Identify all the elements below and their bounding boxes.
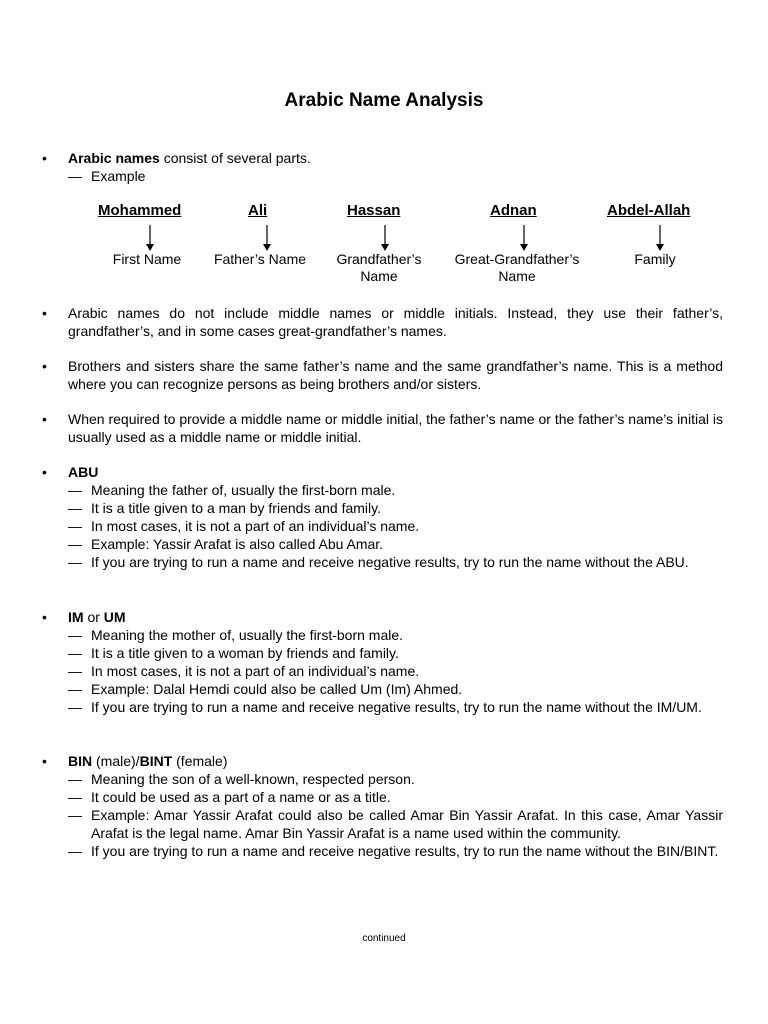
bullet-siblings xyxy=(42,357,723,393)
bin-item-text: It could be used as a part of a name or as a title. xyxy=(91,789,391,805)
bin-item-text: Example: Amar Yassir Arafat could also be called Amar Bin Yassir Arafat. In this case, Amar Yassir Arafat is the legal name. Amar Bin Yassir Arafat is a name used within the community. xyxy=(91,807,723,841)
bullet-dot: • xyxy=(42,305,47,321)
intro-sub-item xyxy=(68,167,723,185)
im-item xyxy=(68,680,723,698)
abu-item xyxy=(68,535,723,553)
paragraph-text: Arabic names do not include middle names or middle initials. Instead, they use their father’s, grandfather’s, and in some cases great-grandfather’s names. xyxy=(68,305,723,339)
diagram-caption-great-grandfather xyxy=(442,251,592,285)
im-item-text: It is a title given to a woman by friends and family. xyxy=(91,645,399,661)
dash-glyph: — xyxy=(68,168,82,184)
bullet-abu xyxy=(42,463,723,571)
heading-note: (male)/ xyxy=(92,753,140,769)
dash-glyph: — xyxy=(68,518,82,534)
abu-item xyxy=(68,517,723,535)
im-item-text: Example: Dalal Hemdi could also be called Um (Im) Ahmed. xyxy=(91,681,463,697)
section-heading-bin: BIN xyxy=(68,753,93,769)
bullet-dot: • xyxy=(42,753,47,769)
dash-glyph: — xyxy=(68,807,82,823)
bullet-bin-bint xyxy=(42,752,723,860)
bin-item-text: Meaning the son of a well-known, respected person. xyxy=(91,771,415,787)
intro-lead-rest: consist of several parts. xyxy=(159,150,311,166)
intro-sub-text: Example xyxy=(91,168,146,184)
intro-lead-bold: Arabic names xyxy=(68,150,160,166)
im-item xyxy=(68,626,723,644)
diagram-name-great-grandfather: Adnan xyxy=(490,202,537,219)
im-item xyxy=(68,662,723,680)
page-title: Arabic Name Analysis xyxy=(284,90,484,111)
im-item-text: In most cases, it is not a part of an individual’s name. xyxy=(91,663,420,679)
section-heading-um: UM xyxy=(103,609,126,625)
dash-glyph: — xyxy=(68,771,82,787)
bin-item-text: If you are trying to run a name and receive negative results, try to run the name without the BIN/BINT. xyxy=(91,843,719,859)
dash-glyph: — xyxy=(68,699,82,715)
abu-item-text: If you are trying to run a name and receive negative results, try to run the name without the ABU. xyxy=(91,554,689,570)
dash-glyph: — xyxy=(68,554,82,570)
caption-text: Great-Grandfather’s Name xyxy=(454,251,580,284)
arrow-down-icon xyxy=(263,225,271,251)
section-heading-bint: BINT xyxy=(139,753,173,769)
diagram-caption-family: Family xyxy=(634,251,676,267)
dash-glyph: — xyxy=(68,627,82,643)
im-item xyxy=(68,698,723,716)
paragraph-text: When required to provide a middle name or middle initial, the father’s name or the father’s name’s initial is usually used as a middle name or middle initial. xyxy=(68,411,723,445)
arrow-down-icon xyxy=(656,225,664,251)
diagram-name-father: Ali xyxy=(248,202,268,219)
section-heading-im: IM xyxy=(68,609,84,625)
bullet-dot: • xyxy=(42,358,47,374)
bullet-intro xyxy=(42,149,723,185)
im-item xyxy=(68,644,723,662)
heading-connector: or xyxy=(83,609,104,625)
abu-item-text: Example: Yassir Arafat is also called Abu Amar. xyxy=(91,536,384,552)
diagram-caption-first: First Name xyxy=(112,251,182,267)
dash-glyph: — xyxy=(68,482,82,498)
bin-item xyxy=(68,842,723,860)
caption-text: Grandfather’s Name xyxy=(336,251,422,284)
abu-item-text: In most cases, it is not a part of an individual’s name. xyxy=(91,518,420,534)
dash-glyph: — xyxy=(68,843,82,859)
abu-item xyxy=(68,499,723,517)
paragraph-text: Brothers and sisters share the same father’s name and the same grandfather’s name. This is a method where you can recognize persons as being brothers and/or sisters. xyxy=(68,358,723,392)
dash-glyph: — xyxy=(68,536,82,552)
dash-glyph: — xyxy=(68,500,82,516)
footer-continued: continued xyxy=(362,933,406,944)
heading-note: (female) xyxy=(172,753,228,769)
bullet-dot: • xyxy=(42,411,47,427)
dash-glyph: — xyxy=(68,789,82,805)
im-item-text: Meaning the mother of, usually the first-born male. xyxy=(91,627,404,643)
bullet-middle-initial xyxy=(42,410,723,446)
bullet-dot: • xyxy=(42,150,47,166)
dash-glyph: — xyxy=(68,681,82,697)
bin-item xyxy=(68,788,723,806)
abu-item-text: It is a title given to a man by friends and family. xyxy=(91,500,381,516)
arrow-down-icon xyxy=(520,225,528,251)
diagram-name-first: Mohammed xyxy=(98,202,182,219)
dash-glyph: — xyxy=(68,663,82,679)
arrow-down-icon xyxy=(381,225,389,251)
abu-item xyxy=(68,481,723,499)
im-item-text: If you are trying to run a name and receive negative results, try to run the name without the IM/UM. xyxy=(91,699,702,715)
diagram-caption-father: Father’s Name xyxy=(213,251,307,267)
bullet-middle-names xyxy=(42,304,723,340)
bullet-dot: • xyxy=(42,464,47,480)
bullet-im-um xyxy=(42,608,723,716)
bullet-dot: • xyxy=(42,609,47,625)
bin-item xyxy=(68,806,723,842)
abu-item-text: Meaning the father of, usually the first-born male. xyxy=(91,482,396,498)
diagram-name-grandfather: Hassan xyxy=(347,202,401,219)
dash-glyph: — xyxy=(68,645,82,661)
arrow-down-icon xyxy=(146,225,154,251)
diagram-name-family: Abdel-Allah xyxy=(607,202,691,219)
abu-item xyxy=(68,553,723,571)
diagram-caption-grandfather xyxy=(304,251,454,285)
section-heading-abu: ABU xyxy=(68,464,99,480)
bin-item xyxy=(68,770,723,788)
